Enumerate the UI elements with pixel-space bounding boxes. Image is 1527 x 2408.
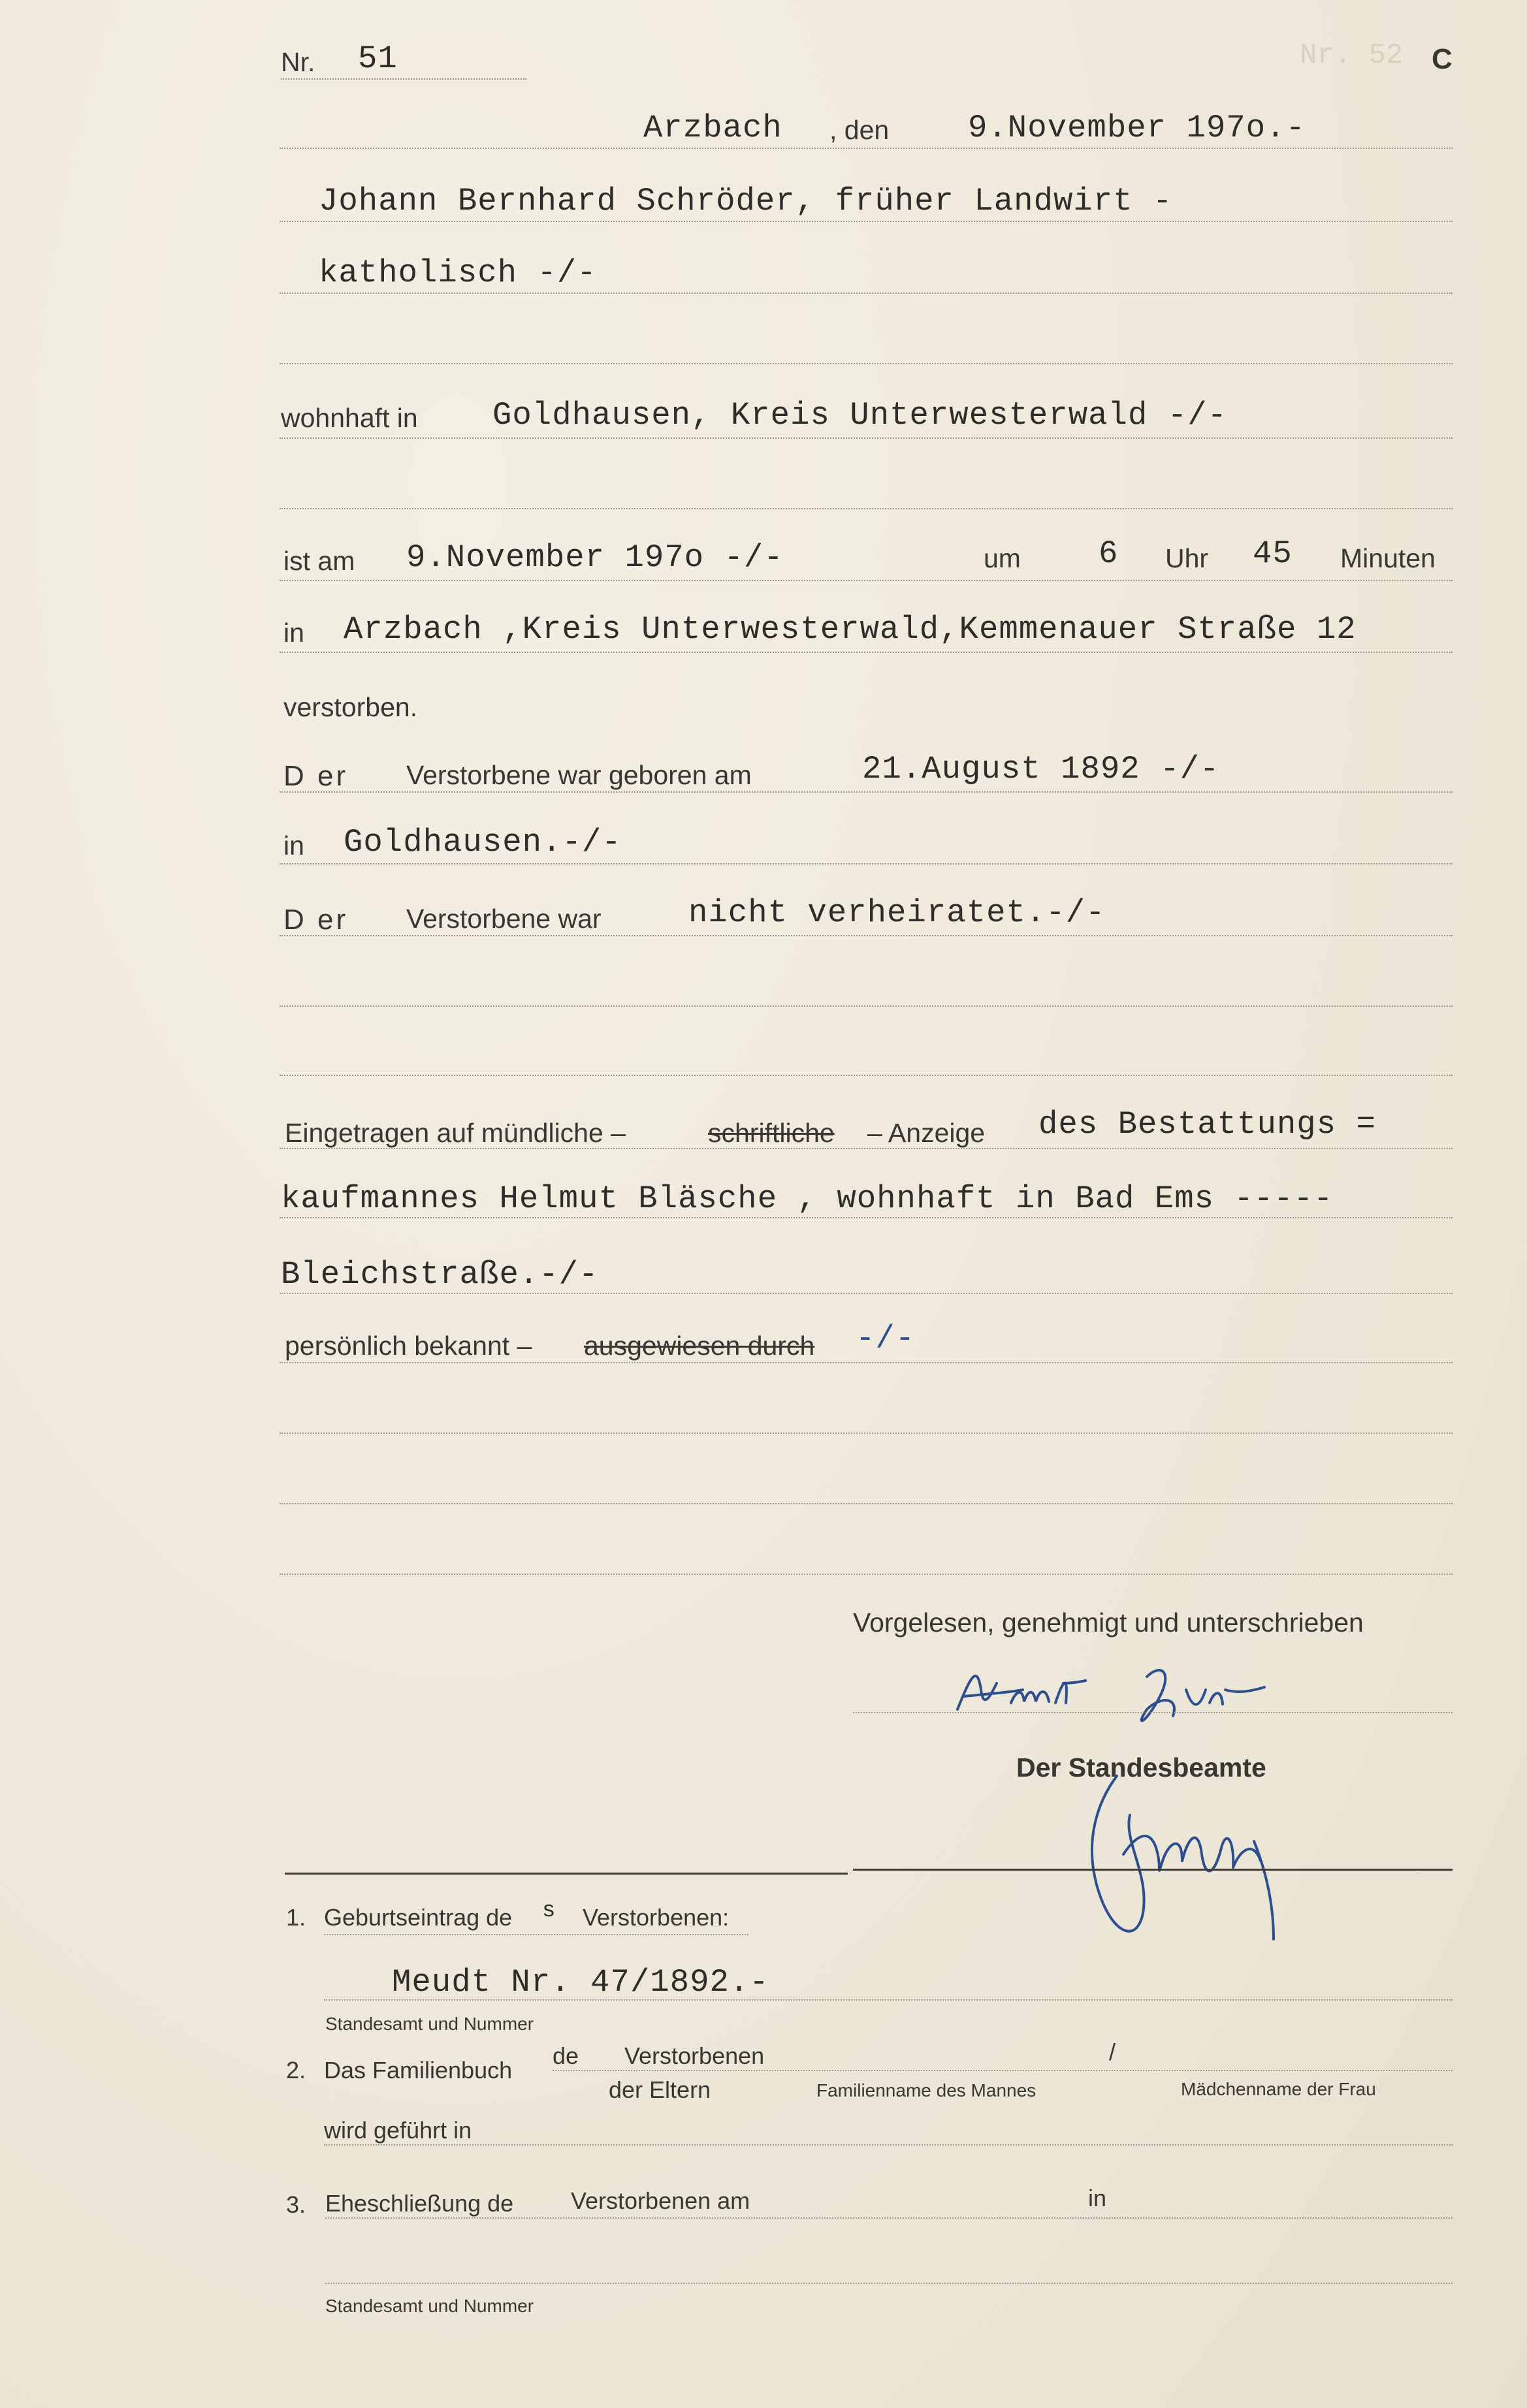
marital-value: nicht verheiratet.-/- [688,895,1106,931]
birth-in-label: in [283,831,304,861]
marital-line [280,935,1453,936]
known-label: persönlich bekannt – [285,1331,532,1361]
residence-line [280,437,1453,439]
marital-label: Verstorbene war [406,904,602,934]
death-date-value: 9.November 197o -/- [406,539,784,576]
informant-line-1: des Bestattungs = [1038,1106,1376,1143]
blank-line-7 [280,1574,1453,1575]
item1-number: 1. [286,1904,306,1931]
item2-caption-man: Familienname des Mannes [816,2080,1037,2100]
place-value: Arzbach [643,110,782,146]
informant-line-3-rule [280,1293,1453,1294]
birth-place-value: Goldhausen.-/- [344,824,622,861]
corner-letter: C [1432,43,1453,75]
nr-label: Nr. [281,47,315,77]
item2-label2: wird geführt in [324,2117,472,2144]
registration-struck-word: schriftliche [708,1118,835,1148]
item3-number: 3. [286,2191,306,2218]
item3-label: Eheschließung de [325,2190,514,2217]
blank-line-4 [280,1075,1453,1076]
death-minuten-label: Minuten [1340,543,1436,573]
registrar-signature [1058,1763,1293,1959]
death-um-label: um [984,543,1021,573]
informant-line-3: Bleichstraße.-/- [281,1256,599,1293]
read-approved-text: Vorgelesen, genehmigt und unterschrieben [853,1608,1364,1638]
item1-label2: Verstorbenen: [583,1904,730,1931]
item2-line [553,2070,1453,2071]
item1-label-line [324,1934,748,1935]
birth-label: Verstorbene war geboren am [406,760,752,790]
known-line [280,1362,1453,1363]
registration-label-start: Eingetragen auf mündliche – [285,1118,626,1148]
item3-caption: Standesamt und Nummer [325,2296,534,2316]
item2-number: 2. [286,2057,306,2083]
registration-label-end: – Anzeige [867,1118,986,1148]
bleed-through-text: Nr. 52 [1300,39,1404,72]
item2-label: Das Familienbuch [324,2057,513,2083]
death-minutes-value: 45 [1253,535,1293,572]
birth-der-label: D er [283,760,349,792]
item1-value: Meudt Nr. 47/1892.- [392,1964,769,2001]
known-struck: ausgewiesen durch [584,1331,815,1361]
residence-value: Goldhausen, Kreis Unterwesterwald -/- [492,397,1227,434]
person-name: Johann Bernhard Schröder, früher Landwirt - [319,183,1173,219]
blank-line-2 [280,508,1453,509]
blank-line-3 [280,1006,1453,1007]
informant-signature [951,1651,1317,1742]
date-value: 9.November 197o.- [968,110,1306,146]
item2-de: de [553,2042,579,2069]
item1-label: Geburtseintrag de [324,1904,513,1931]
informant-line-2-rule [280,1217,1453,1218]
religion-line [280,293,1453,294]
death-in-label: in [283,618,304,648]
death-place-value: Arzbach ,Kreis Unterwesterwald,Kemmenauer Straße 12 [344,611,1357,648]
item2-label2-line [324,2144,1453,2146]
death-date-line [280,580,1453,581]
blank-line-6 [280,1503,1453,1504]
item2-option-verstorbenen: Verstorbenen [624,2042,765,2069]
blank-line-5 [280,1433,1453,1434]
residence-label: wohnhaft in [281,403,418,433]
item1-caption: Standesamt und Nummer [325,2014,534,2034]
registrar-label: Der Standesbeamte [1016,1752,1266,1782]
separator-right [853,1869,1453,1871]
death-place-line [280,652,1453,653]
name-line [280,221,1453,222]
death-uhr-label: Uhr [1165,543,1209,573]
blank-line-1 [280,363,1453,364]
known-value: -/- [856,1320,916,1357]
death-ist-am-label: ist am [283,546,355,576]
verstorben-label: verstorben. [283,692,418,722]
item1-value-line [324,1999,1453,2001]
item2-slash: / [1109,2038,1116,2065]
birth-place-line [280,863,1453,864]
birth-date-value: 21.August 1892 -/- [862,751,1220,787]
item2-caption-woman: Mädchenname der Frau [1181,2079,1376,2099]
registration-line [280,1148,1453,1149]
religion-value: katholisch -/- [319,255,597,291]
item3-in: in [1088,2185,1107,2211]
marital-der-label: D er [283,904,349,936]
death-hour-value: 6 [1099,535,1119,572]
item1-suffix: s [542,1899,556,1924]
den-label: , den [829,115,890,145]
nr-line [281,78,526,80]
item3-option: Verstorbenen am [571,2187,750,2214]
item3-line [325,2217,1453,2219]
item2-option-eltern: der Eltern [609,2076,711,2103]
item3-value-line [325,2283,1453,2284]
informant-signature-line [853,1712,1453,1713]
nr-value: 51 [358,40,398,77]
birth-date-line [280,791,1453,793]
informant-line-2: kaufmannes Helmut Bläsche , wohnhaft in Bad Ems ----- [281,1180,1334,1217]
place-date-line [280,148,1453,149]
separator-left [285,1873,848,1875]
